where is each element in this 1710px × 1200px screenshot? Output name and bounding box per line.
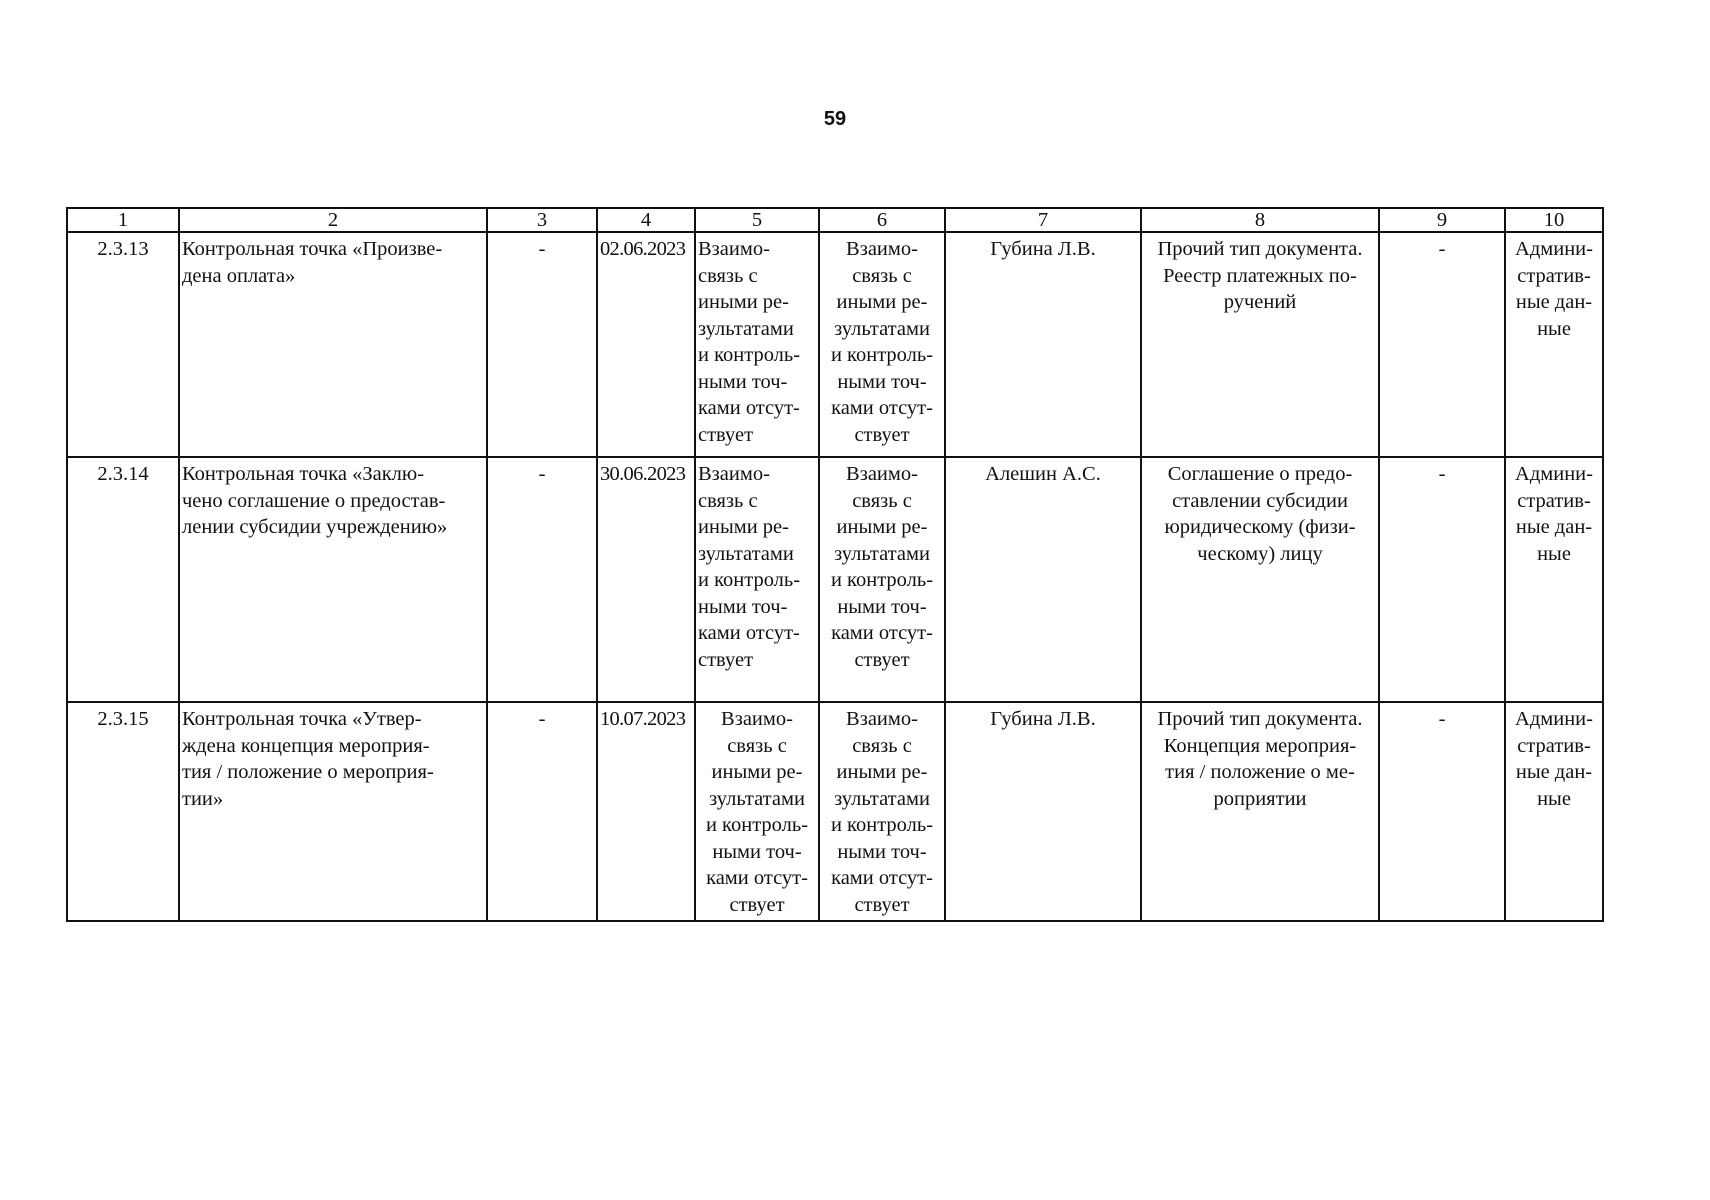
document-type: Соглашение о предо- ставлении субсидии юридическому (физи- ческому) лицу — [1141, 457, 1379, 702]
responsible-person: Алешин А.С. — [945, 457, 1141, 702]
control-point-name: Контрольная точка «Утвер- ждена концепция мероприя- тия / положение о мероприя- тии» — [179, 702, 487, 921]
column-header-9: 9 — [1379, 208, 1505, 232]
relation-note-col6: Взаимо- связь с иными ре- зультатами и контроль- ными точ- ками отсут- ствует — [819, 457, 945, 702]
control-points-table — [66, 207, 1604, 922]
column-header-1: 1 — [67, 208, 179, 232]
column-header-4: 4 — [597, 208, 695, 232]
column-3-value: - — [487, 457, 597, 702]
page-number: 59 — [823, 108, 847, 130]
column-header-7: 7 — [945, 208, 1141, 232]
document-type: Прочий тип документа. Концепция мероприя- тия / положение о ме- роприятии — [1141, 702, 1379, 921]
column-3-value: - — [487, 702, 597, 921]
header-row — [67, 208, 1603, 232]
row-number: 2.3.13 — [67, 232, 179, 457]
column-3-value: - — [487, 232, 597, 457]
relation-note-col6: Взаимо- связь с иными ре- зультатами и контроль- ными точ- ками отсут- ствует — [819, 232, 945, 457]
control-point-name: Контрольная точка «Произве- дена оплата» — [179, 232, 487, 457]
column-header-5: 5 — [695, 208, 819, 232]
due-date: 02.06.2023 — [597, 232, 695, 457]
due-date: 10.07.2023 — [597, 702, 695, 921]
column-header-6: 6 — [819, 208, 945, 232]
row-number: 2.3.15 — [67, 702, 179, 921]
relation-note-col5: Взаимо- связь с иными ре- зультатами и контроль- ными точ- ками отсут- ствует — [695, 232, 819, 457]
document-type: Прочий тип документа. Реестр платежных по- ручений — [1141, 232, 1379, 457]
table-row — [67, 457, 1603, 702]
relation-note-col6: Взаимо- связь с иными ре- зультатами и контроль- ными точ- ками отсут- ствует — [819, 702, 945, 921]
row-number: 2.3.14 — [67, 457, 179, 702]
relation-note-col5: Взаимо- связь с иными ре- зультатами и контроль- ными точ- ками отсут- ствует — [695, 457, 819, 702]
responsible-person: Губина Л.В. — [945, 702, 1141, 921]
table-row — [67, 702, 1603, 921]
data-source: Админи- стратив- ные дан- ные — [1505, 457, 1603, 702]
control-point-name: Контрольная точка «Заклю- чено соглашение о предостав- лении субсидии учреждению» — [179, 457, 487, 702]
data-source: Админи- стратив- ные дан- ные — [1505, 702, 1603, 921]
table-row — [67, 232, 1603, 457]
due-date: 30.06.2023 — [597, 457, 695, 702]
column-9-value: - — [1379, 232, 1505, 457]
responsible-person: Губина Л.В. — [945, 232, 1141, 457]
column-9-value: - — [1379, 457, 1505, 702]
column-header-2: 2 — [179, 208, 487, 232]
column-header-8: 8 — [1141, 208, 1379, 232]
column-header-3: 3 — [487, 208, 597, 232]
column-header-10: 10 — [1505, 208, 1603, 232]
data-source: Админи- стратив- ные дан- ные — [1505, 232, 1603, 457]
column-9-value: - — [1379, 702, 1505, 921]
relation-note-col5: Взаимо- связь с иными ре- зультатами и контроль- ными точ- ками отсут- ствует — [695, 702, 819, 921]
